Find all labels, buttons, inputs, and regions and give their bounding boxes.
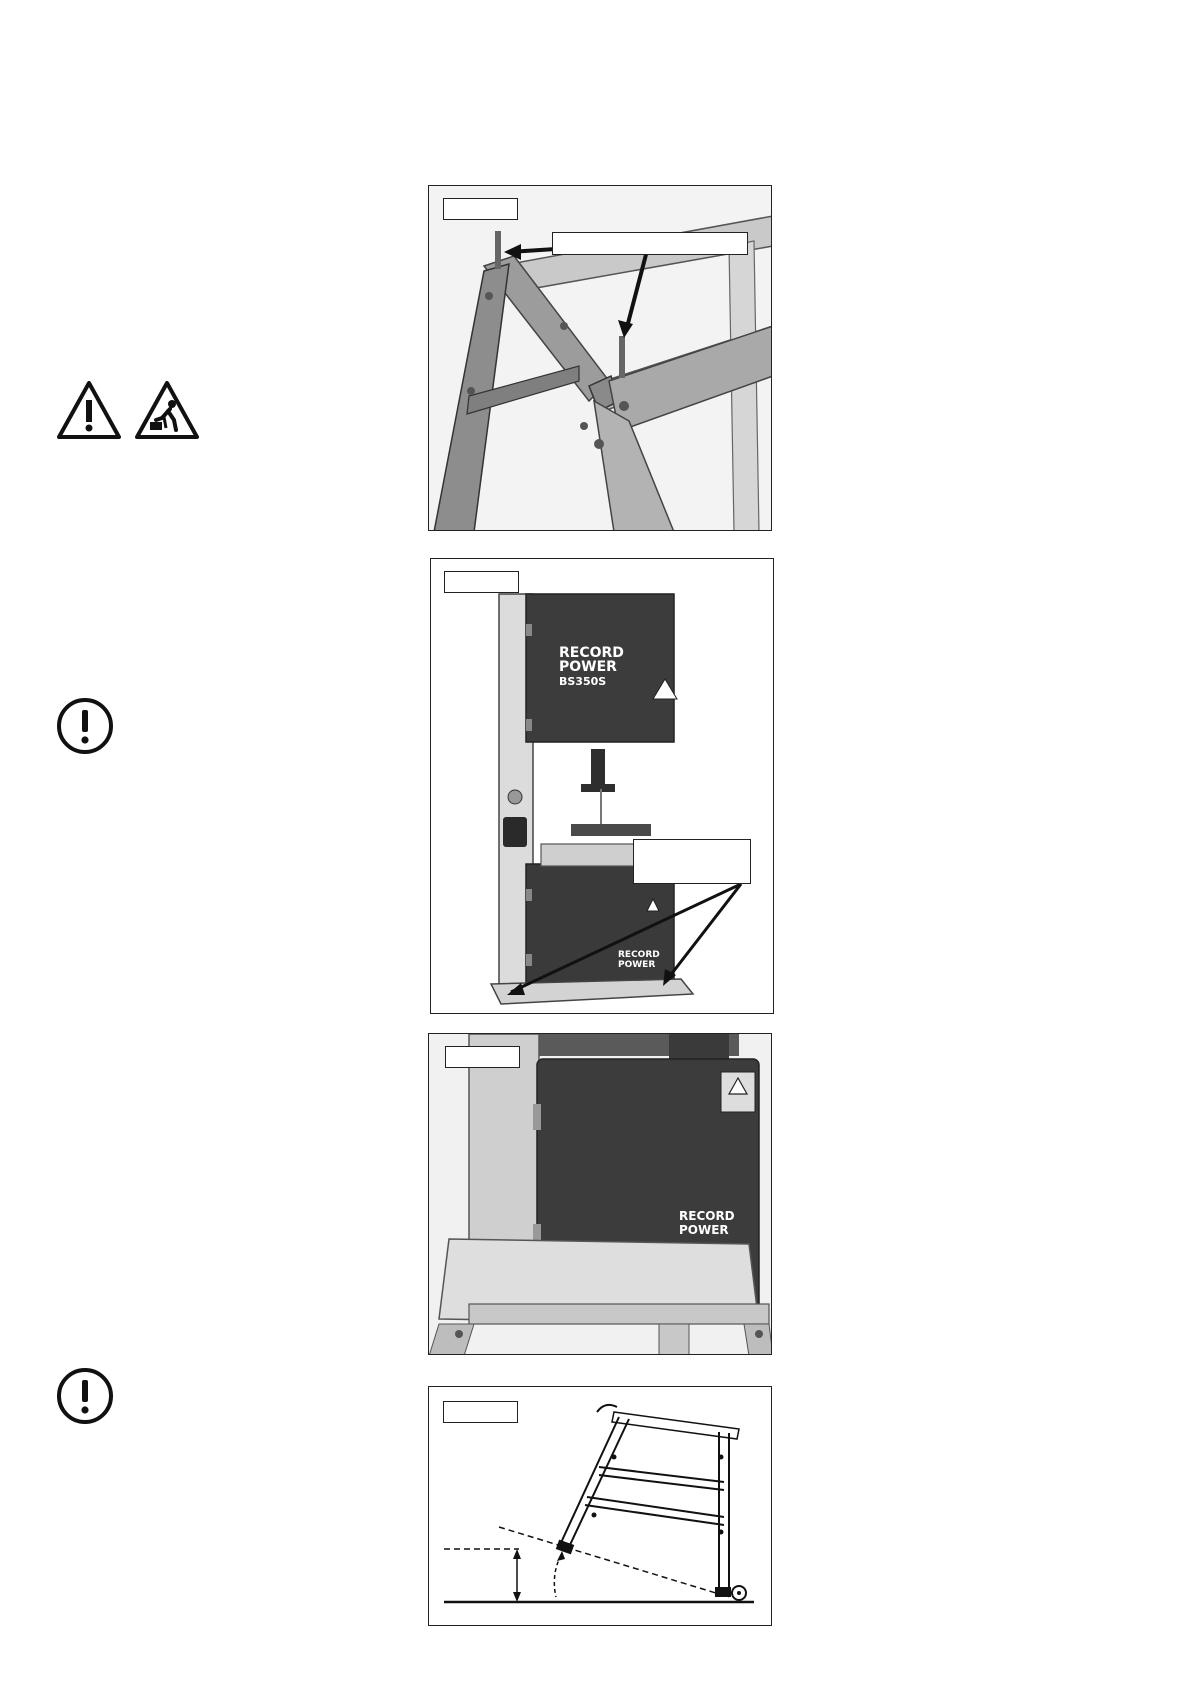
- figure-label: [445, 1046, 520, 1068]
- callout-box: [633, 839, 751, 884]
- brand-line2-lower: POWER: [618, 960, 656, 970]
- figure-stand-tilt-diagram: [428, 1386, 772, 1626]
- brand-line1-stand: RECORD: [679, 1209, 735, 1223]
- mandatory-action-icon: [56, 1367, 114, 1425]
- figure-label: [444, 571, 519, 593]
- bandsaw-photo: [431, 559, 774, 1014]
- warning-triangle-icon: [56, 380, 122, 440]
- brand-line1-lower: RECORD: [618, 950, 660, 960]
- figure-bandsaw-on-stand: [428, 1033, 772, 1355]
- bandsaw-stand-photo: [429, 1034, 772, 1355]
- figure-label: [443, 1401, 518, 1423]
- figure-bandsaw-body: [430, 558, 774, 1014]
- brand-line1: RECORD: [559, 645, 624, 661]
- mandatory-action-icon: [56, 697, 114, 755]
- brand-line2: POWER: [559, 659, 617, 675]
- brand-model: BS350S: [559, 675, 607, 688]
- figure-label: [443, 198, 518, 220]
- callout-box: [552, 232, 748, 255]
- heavy-lifting-icon: [134, 380, 200, 440]
- brand-line2-stand: POWER: [679, 1223, 729, 1237]
- figure-stand-studs: [428, 185, 772, 531]
